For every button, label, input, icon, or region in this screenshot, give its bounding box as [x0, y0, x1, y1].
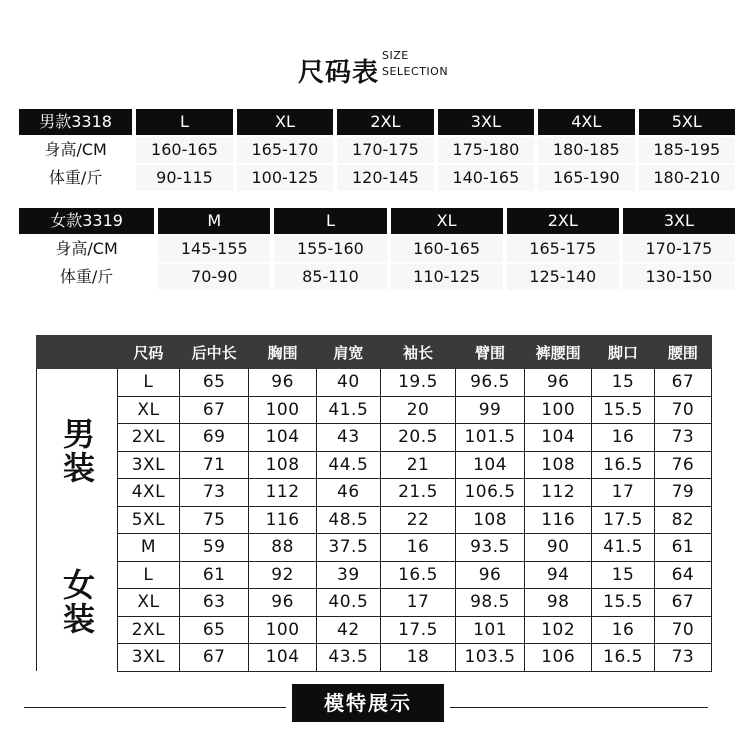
size-header-cell: 5XL	[639, 109, 735, 135]
size-cell: 3XL	[118, 644, 180, 672]
table-corner	[37, 336, 118, 369]
measure-cell: 93.5	[456, 534, 525, 562]
measure-cell: 98	[525, 589, 592, 617]
measure-cell: 76	[654, 451, 711, 479]
measure-cell: 96	[456, 561, 525, 589]
row-label: 体重/斤	[19, 165, 132, 191]
subtitle-line-size: SIZE	[382, 49, 409, 62]
size-value-cell: 140-165	[438, 165, 534, 191]
column-header: 肩宽	[316, 336, 380, 369]
measure-cell: 108	[456, 506, 525, 534]
measure-cell: 90	[525, 534, 592, 562]
size-header-cell: M	[158, 208, 270, 234]
measure-cell: 43	[316, 424, 380, 452]
women-group	[37, 534, 118, 672]
measure-cell: 41.5	[592, 534, 654, 562]
size-header-cell: 2XL	[507, 208, 619, 234]
women-group-label: 女装	[58, 568, 96, 637]
measure-cell: 88	[249, 534, 316, 562]
size-value-cell: 165-175	[507, 236, 619, 262]
measure-cell: 16.5	[592, 644, 654, 672]
size-data-row	[19, 165, 735, 191]
measure-cell: 100	[249, 396, 316, 424]
size-cell: 3XL	[118, 451, 180, 479]
measure-cell: 64	[654, 561, 711, 589]
size-header-cell: XL	[237, 109, 333, 135]
measure-cell: 63	[179, 589, 249, 617]
column-header: 腰围	[654, 336, 711, 369]
measure-cell: 61	[179, 561, 249, 589]
table-row	[37, 506, 712, 534]
measure-cell: 16.5	[381, 561, 456, 589]
measure-cell: 70	[654, 396, 711, 424]
measure-cell: 19.5	[381, 369, 456, 397]
measure-cell: 16.5	[592, 451, 654, 479]
measure-cell: 101.5	[456, 424, 525, 452]
size-header-cell: 3XL	[438, 109, 534, 135]
measure-cell: 16	[381, 534, 456, 562]
measure-cell: 101	[456, 616, 525, 644]
table-row	[37, 644, 712, 672]
measure-cell: 96	[525, 369, 592, 397]
table-row	[37, 369, 712, 397]
measure-cell: 48.5	[316, 506, 380, 534]
table-row	[37, 534, 712, 562]
size-cell: M	[118, 534, 180, 562]
table-row	[37, 479, 712, 507]
column-header: 胸围	[249, 336, 316, 369]
size-header-cell: 3XL	[623, 208, 735, 234]
size-value-cell: 165-170	[237, 137, 333, 163]
measure-cell: 106.5	[456, 479, 525, 507]
measure-cell: 65	[179, 616, 249, 644]
column-header: 尺码	[118, 336, 180, 369]
column-header: 脚口	[592, 336, 654, 369]
size-cell: L	[118, 369, 180, 397]
measure-cell: 106	[525, 644, 592, 672]
measure-cell: 21	[381, 451, 456, 479]
women-size-table	[15, 206, 739, 292]
size-value-cell: 160-165	[136, 137, 232, 163]
men-size-table	[15, 107, 739, 193]
size-value-cell: 165-190	[538, 165, 634, 191]
measure-cell: 69	[179, 424, 249, 452]
measure-cell: 16	[592, 616, 654, 644]
measure-cell: 65	[179, 369, 249, 397]
size-value-cell: 155-160	[274, 236, 386, 262]
measure-cell: 17	[381, 589, 456, 617]
measure-cell: 67	[179, 644, 249, 672]
size-cell: XL	[118, 589, 180, 617]
measure-cell: 59	[179, 534, 249, 562]
size-detail-table	[36, 335, 712, 672]
size-header-row	[19, 109, 735, 135]
measure-cell: 116	[249, 506, 316, 534]
measure-cell: 17.5	[381, 616, 456, 644]
measure-cell: 112	[249, 479, 316, 507]
size-data-row	[19, 137, 735, 163]
measure-cell: 100	[525, 396, 592, 424]
size-cell: L	[118, 561, 180, 589]
size-header-row	[19, 208, 735, 234]
measure-cell: 100	[249, 616, 316, 644]
table-label: 女款3319	[19, 208, 154, 234]
measure-cell: 67	[654, 589, 711, 617]
row-label: 体重/斤	[19, 264, 154, 290]
size-value-cell: 110-125	[391, 264, 503, 290]
measure-cell: 15.5	[592, 589, 654, 617]
measure-cell: 79	[654, 479, 711, 507]
measure-cell: 73	[179, 479, 249, 507]
measure-cell: 103.5	[456, 644, 525, 672]
size-value-cell: 180-210	[639, 165, 735, 191]
column-header: 臂围	[456, 336, 525, 369]
measure-cell: 21.5	[381, 479, 456, 507]
size-cell: 2XL	[118, 424, 180, 452]
measure-cell: 108	[249, 451, 316, 479]
measure-cell: 46	[316, 479, 380, 507]
size-value-cell: 175-180	[438, 137, 534, 163]
men-group-label: 男装	[58, 417, 96, 486]
measure-cell: 96	[249, 589, 316, 617]
size-header-cell: L	[136, 109, 232, 135]
measure-cell: 18	[381, 644, 456, 672]
size-value-cell: 160-165	[391, 236, 503, 262]
row-label: 身高/CM	[19, 137, 132, 163]
size-value-cell: 170-175	[623, 236, 735, 262]
size-value-cell: 145-155	[158, 236, 270, 262]
men-group	[37, 369, 118, 534]
page-subtitle	[382, 48, 448, 80]
measure-cell: 102	[525, 616, 592, 644]
measure-cell: 17	[592, 479, 654, 507]
row-label: 身高/CM	[19, 236, 154, 262]
measure-cell: 92	[249, 561, 316, 589]
size-header-cell: L	[274, 208, 386, 234]
measure-cell: 41.5	[316, 396, 380, 424]
measure-cell: 20	[381, 396, 456, 424]
size-data-row	[19, 264, 735, 290]
size-value-cell: 90-115	[136, 165, 232, 191]
measure-cell: 61	[654, 534, 711, 562]
measure-cell: 37.5	[316, 534, 380, 562]
measure-cell: 71	[179, 451, 249, 479]
measure-cell: 43.5	[316, 644, 380, 672]
size-cell: 5XL	[118, 506, 180, 534]
column-header: 裤腰围	[525, 336, 592, 369]
measure-cell: 82	[654, 506, 711, 534]
size-value-cell: 100-125	[237, 165, 333, 191]
measure-cell: 73	[654, 424, 711, 452]
measure-cell: 96	[249, 369, 316, 397]
size-value-cell: 170-175	[337, 137, 433, 163]
column-header: 后中长	[179, 336, 249, 369]
table-row	[37, 616, 712, 644]
measure-cell: 42	[316, 616, 380, 644]
measure-cell: 17.5	[592, 506, 654, 534]
measure-cell: 15	[592, 369, 654, 397]
model-display-heading: 模特展示	[292, 684, 444, 722]
measure-cell: 15	[592, 561, 654, 589]
size-header-cell: 4XL	[538, 109, 634, 135]
size-data-row	[19, 236, 735, 262]
table-row	[37, 561, 712, 589]
measure-cell: 22	[381, 506, 456, 534]
measure-cell: 73	[654, 644, 711, 672]
table-row	[37, 451, 712, 479]
measure-cell: 67	[654, 369, 711, 397]
measure-cell: 40	[316, 369, 380, 397]
measure-cell: 99	[456, 396, 525, 424]
footer-divider-right	[450, 707, 708, 708]
measure-cell: 108	[525, 451, 592, 479]
size-value-cell: 185-195	[639, 137, 735, 163]
measure-cell: 40.5	[316, 589, 380, 617]
measure-cell: 94	[525, 561, 592, 589]
measure-cell: 44.5	[316, 451, 380, 479]
measure-cell: 104	[456, 451, 525, 479]
table-row	[37, 396, 712, 424]
measure-cell: 112	[525, 479, 592, 507]
measure-cell: 15.5	[592, 396, 654, 424]
measure-cell: 39	[316, 561, 380, 589]
footer-divider-left	[24, 707, 286, 708]
measure-cell: 104	[249, 644, 316, 672]
size-cell: 2XL	[118, 616, 180, 644]
measure-cell: 104	[525, 424, 592, 452]
measure-cell: 67	[179, 396, 249, 424]
size-value-cell: 120-145	[337, 165, 433, 191]
size-value-cell: 125-140	[507, 264, 619, 290]
page-title: 尺码表	[298, 58, 380, 88]
table-row	[37, 424, 712, 452]
measure-cell: 116	[525, 506, 592, 534]
measure-cell: 98.5	[456, 589, 525, 617]
size-cell: XL	[118, 396, 180, 424]
table-label: 男款3318	[19, 109, 132, 135]
size-value-cell: 70-90	[158, 264, 270, 290]
measure-cell: 16	[592, 424, 654, 452]
size-cell: 4XL	[118, 479, 180, 507]
measure-cell: 20.5	[381, 424, 456, 452]
table-row	[37, 589, 712, 617]
size-header-cell: 2XL	[337, 109, 433, 135]
size-value-cell: 85-110	[274, 264, 386, 290]
subtitle-line-selection: SELECTION	[382, 65, 449, 78]
column-header: 袖长	[381, 336, 456, 369]
measure-cell: 70	[654, 616, 711, 644]
measure-cell: 75	[179, 506, 249, 534]
size-header-cell: XL	[391, 208, 503, 234]
size-value-cell: 130-150	[623, 264, 735, 290]
size-value-cell: 180-185	[538, 137, 634, 163]
measure-cell: 96.5	[456, 369, 525, 397]
measure-cell: 104	[249, 424, 316, 452]
